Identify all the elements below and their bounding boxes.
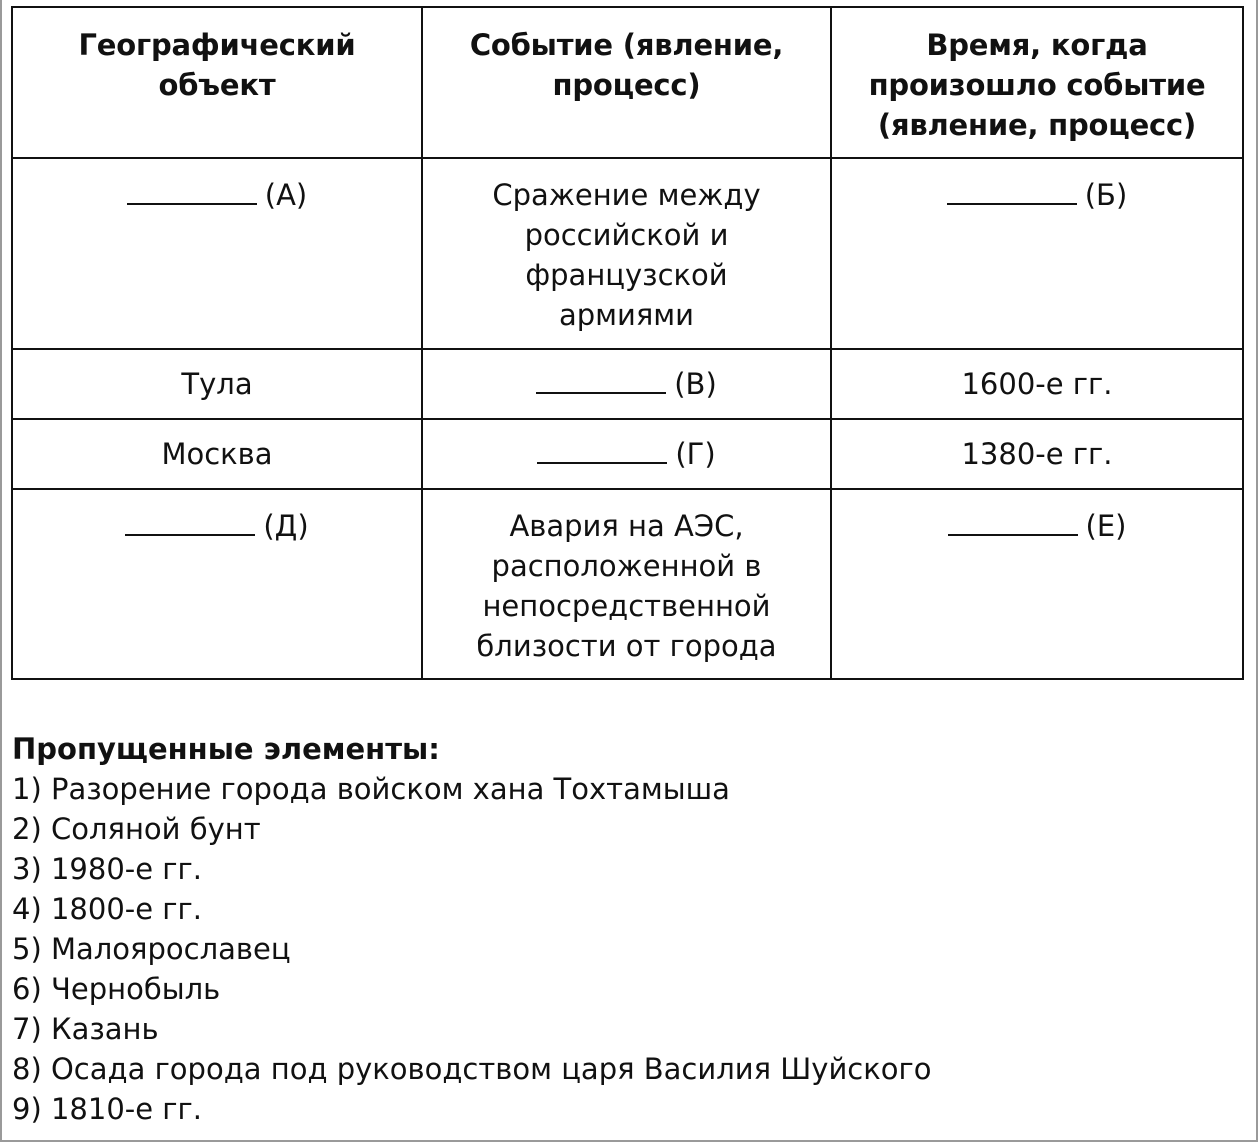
header-geographic-object: Географический объект xyxy=(12,7,422,158)
list-item: 4) 1800-е гг. xyxy=(12,892,203,926)
blank-label-v: (В) xyxy=(674,367,717,401)
blank-label-a: (А) xyxy=(264,178,308,212)
list-item: 3) 1980-е гг. xyxy=(12,852,203,886)
object-text: Тула xyxy=(181,367,253,401)
object-text: Москва xyxy=(161,437,273,471)
missing-elements-list xyxy=(12,769,1242,1129)
cell-time-e xyxy=(831,489,1243,679)
missing-elements-title: Пропущенные элементы: xyxy=(12,732,440,766)
list-item: 5) Малоярославец xyxy=(12,932,291,966)
table-row xyxy=(12,158,1243,349)
list-item: 8) Осада города под руководством царя Василия Шуйского xyxy=(12,1052,932,1086)
cell-event xyxy=(422,489,831,679)
time-text: 1600-е гг. xyxy=(961,367,1113,401)
cell-event-v xyxy=(422,349,831,419)
list-item: 6) Чернобыль xyxy=(12,972,221,1006)
list-item: 1) Разорение города войском хана Тохтамыша xyxy=(12,772,730,806)
cell-object xyxy=(12,349,422,419)
answer-blank xyxy=(948,510,1078,536)
header-time: Время, когда произошло событие (явление, процесс) xyxy=(831,7,1243,158)
table-header-row xyxy=(12,7,1243,158)
task-table xyxy=(11,6,1244,680)
header-event: Событие (явление, процесс) xyxy=(422,7,831,158)
event-text: Сражение между российской и французской армиями xyxy=(492,178,761,332)
cell-time-b xyxy=(831,158,1243,349)
cell-event xyxy=(422,158,831,349)
cell-object xyxy=(12,419,422,489)
list-item: 2) Соляной бунт xyxy=(12,812,261,846)
cell-object-a xyxy=(12,158,422,349)
missing-elements-section xyxy=(12,729,1242,1129)
list-item: 7) Казань xyxy=(12,1012,159,1046)
cell-time xyxy=(831,419,1243,489)
blank-label-d: (Д) xyxy=(263,509,309,543)
list-item: 9) 1810-е гг. xyxy=(12,1092,203,1126)
cell-event-g xyxy=(422,419,831,489)
event-text: Авария на АЭС, расположенной в непосредственной близости от города xyxy=(476,509,777,663)
cell-time xyxy=(831,349,1243,419)
cell-object-d xyxy=(12,489,422,679)
blank-label-e: (Е) xyxy=(1085,509,1127,543)
blank-label-g: (Г) xyxy=(675,437,716,471)
answer-blank xyxy=(947,179,1077,205)
answer-blank xyxy=(127,179,257,205)
table-row xyxy=(12,349,1243,419)
blank-label-b: (Б) xyxy=(1084,178,1128,212)
answer-blank xyxy=(125,510,255,536)
table-row xyxy=(12,489,1243,679)
answer-blank xyxy=(537,438,667,464)
table-row xyxy=(12,419,1243,489)
answer-blank xyxy=(536,368,666,394)
time-text: 1380-е гг. xyxy=(961,437,1113,471)
